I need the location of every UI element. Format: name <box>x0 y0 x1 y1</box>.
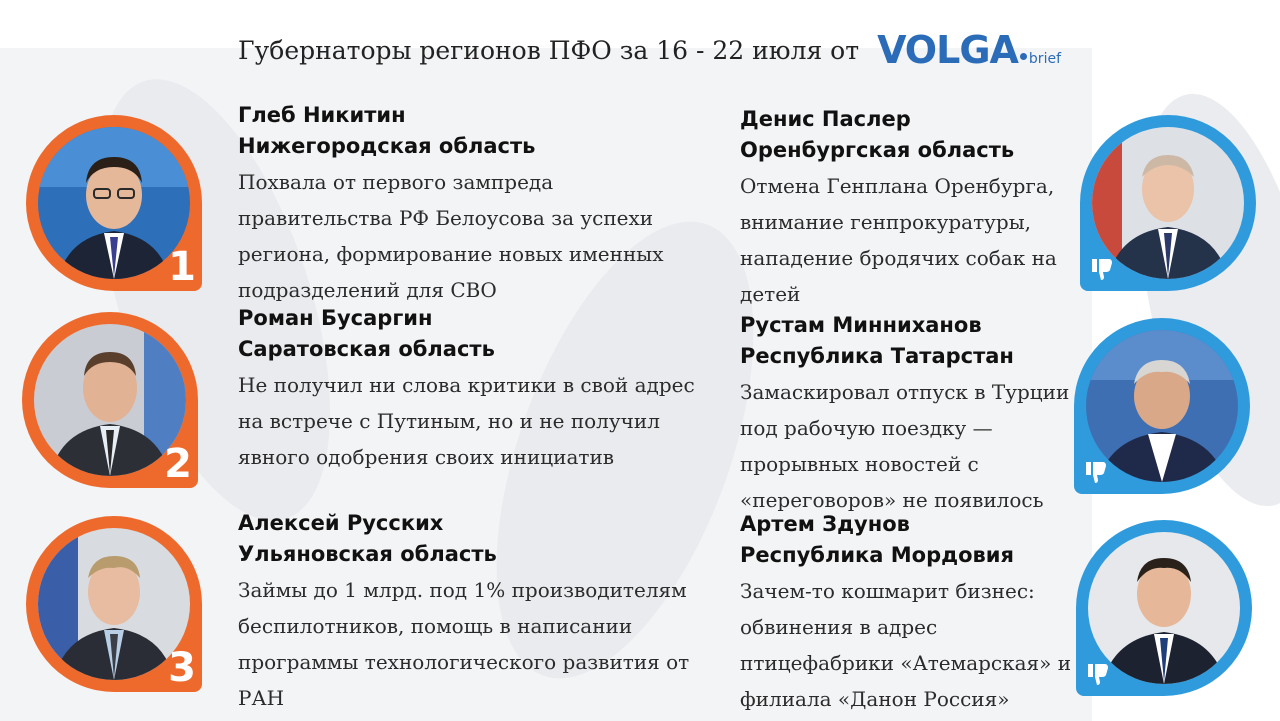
region-name: Ульяновская область <box>238 542 497 566</box>
volga-brief-logo <box>877 28 1061 72</box>
entry-russkikh <box>238 508 708 716</box>
entry-zdunov <box>740 509 1085 717</box>
governor-description: Займы до 1 млрд. под 1% производителям беспилотников, помощь в написании программы технологического развития от РАН <box>238 578 690 710</box>
entry-nikitin <box>238 100 708 308</box>
rank-badge: 1 <box>168 244 196 290</box>
governor-name: Артем Здунов <box>740 512 910 536</box>
logo-dot <box>1020 53 1027 60</box>
region-name: Оренбургская область <box>740 138 1015 162</box>
governor-name: Роман Бусаргин <box>238 306 433 330</box>
governor-description: Похвала от первого зампреда правительства РФ Белоусова за успехи региона, формирование новых именных подразделений для СВО <box>238 170 664 302</box>
portrait-nikitin <box>26 115 202 291</box>
entry-pasler <box>740 104 1070 312</box>
region-name: Республика Мордовия <box>740 543 1015 567</box>
governor-description: Отмена Генплана Оренбурга, внимание генпрокуратуры, нападение бродячих собак на детей <box>740 174 1057 306</box>
thumbs-down-icon <box>1084 660 1112 688</box>
governor-description: Не получил ни слова критики в свой адрес на встрече с Путиным, но и не получил явного одобрения своих инициатив <box>238 373 695 469</box>
logo-sub: brief <box>1028 51 1061 67</box>
region-name: Нижегородская область <box>238 134 536 158</box>
entry-minnikhanov <box>740 310 1070 518</box>
rank-badge: 3 <box>168 645 196 691</box>
thumbs-down-icon <box>1082 458 1110 486</box>
governor-name: Глеб Никитин <box>238 103 406 127</box>
governor-description: Замаскировал отпуск в Турции под рабочую поездку — прорывных новостей с «переговоров» не появилось <box>740 380 1070 512</box>
page-title: Губернаторы регионов ПФО за 16 - 22 июля от <box>238 35 860 65</box>
thumbs-down-icon <box>1088 255 1116 283</box>
portrait-minnikhanov <box>1074 318 1250 494</box>
logo-text: VOLGA <box>877 28 1018 72</box>
rank-badge: 2 <box>164 441 192 487</box>
governor-description: Зачем-то кошмарит бизнес: обвинения в адрес птицефабрики «Атемарская» и филиала «Данон Россия» <box>740 579 1072 711</box>
governor-name: Денис Паслер <box>740 107 911 131</box>
portrait-busargin <box>22 312 198 488</box>
header <box>238 28 1061 72</box>
region-name: Саратовская область <box>238 337 495 361</box>
governor-name: Алексей Русских <box>238 511 444 535</box>
entry-busargin <box>238 303 708 475</box>
governor-name: Рустам Минниханов <box>740 313 982 337</box>
region-name: Республика Татарстан <box>740 344 1014 368</box>
portrait-russkikh <box>26 516 202 692</box>
portrait-zdunov <box>1076 520 1252 696</box>
portrait-pasler <box>1080 115 1256 291</box>
